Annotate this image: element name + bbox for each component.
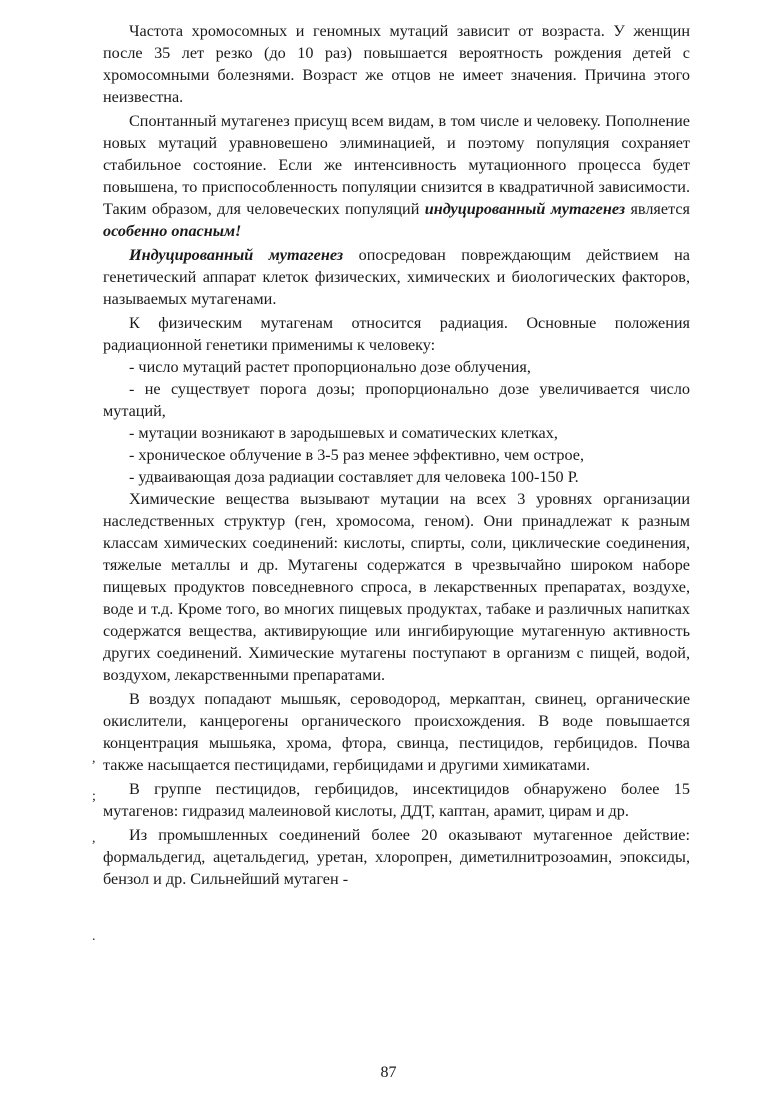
emphasis-induced-mutagenesis: индуцированный мутагенез	[424, 200, 626, 218]
paragraph-spontaneous-mutagenesis	[103, 110, 690, 242]
list-item: - не существует порога дозы; пропорционально дозе увеличивается число мутаций,	[103, 380, 690, 420]
paragraph-age-mutations: Частота хромосомных и геномных мутаций зависит от возраста. У женщин после 35 лет резко (до 10 раз) повышается вероятность рождения детей с хромосомными болезнями. Возраст же отцов не имеет значения. Причина этого неизвестна.	[103, 22, 690, 106]
paragraph-text: опосредован повреждающим действием на генетический аппарат клеток физических, химических и биологических факторов, называемых мутагенами.	[103, 246, 690, 308]
paragraph-chemical-mutagens: Химические вещества вызывают мутации на всех 3 уровнях организации наследственных структур (ген, хромосома, геном). Они принадлежат к разным классам химических соединений: кислоты, спирты, соли, циклические соединения, тяжелые металлы и др. Мутагены содержатся в чрезвычайно широком наборе пищевых продуктов повседневного спроса, в лекарственных препаратах, воздухе, воде и т.д. Кроме того, во многих пищевых продуктах, табаке и различных напитках содержатся вещества, активирующие или ингибирующие мутагенную активность других соединений. Химические мутагены поступают в организм с пищей, водой, воздухом, лекарственными препаратами.	[103, 490, 690, 684]
page-body	[103, 20, 690, 890]
scan-mark: .	[92, 929, 96, 944]
paragraph-pesticides: В группе пестицидов, гербицидов, инсектицидов обнаружено более 15 мутагенов: гидразид малеиновой кислоты, ДДТ, каптан, арамит, цирам и др.	[103, 780, 690, 820]
paragraph-industrial-compounds: Из промышленных соединений более 20 оказывают мутагенное действие: формальдегид, ацетальдегид, уретан, хлоропрен, диметилнитрозоамин, эпоксиды, бензол и др. Сильнейший мутаген -	[103, 826, 690, 888]
paragraph-air-water-soil: В воздух попадают мышьяк, сероводород, меркаптан, свинец, органические окислители, канцерогены органического происхождения. В воде повышается концентрация мышьяка, хрома, фтора, свинца, пестицидов, гербицидов. Почва также насыщается пестицидами, гербицидами и другими химикатами.	[103, 690, 690, 774]
emphasis-especially-dangerous: особенно опасным!	[103, 222, 242, 240]
paragraph-text: Спонтанный мутагенез присущ всем видам, в том числе и человеку. Пополнение новых мутаций уравновешено элиминацией, и поэтому популяция сохраняет стабильное состояние. Если же интенсивность мутационного процесса будет повышена, то приспособленность популяции снизится в квадратичной зависимости. Таким образом, для человеческих популяций	[103, 112, 690, 218]
list-item: - удваивающая доза радиации составляет для человека 100-150 Р.	[129, 468, 579, 486]
page-number: 87	[380, 1064, 397, 1081]
scan-mark: ;	[92, 789, 96, 804]
scan-mark: ,	[92, 751, 96, 766]
list-item: - хроническое облучение в 3-5 раз менее эффективно, чем острое,	[129, 446, 585, 464]
list-item: - число мутаций растет пропорционально дозе облучения,	[129, 358, 531, 376]
emphasis-induced-mutagenesis: Индуцированный мутагенез	[129, 246, 344, 264]
list-item: - мутации возникают в зародышевых и соматических клетках,	[129, 424, 558, 442]
paragraph-physical-mutagens: К физическим мутагенам относится радиация. Основные положения радиационной генетики применимы к человеку:	[103, 314, 690, 354]
scan-mark: ,	[92, 831, 96, 846]
paragraph-text: является	[625, 200, 690, 218]
paragraph-induced-mutagenesis	[103, 244, 690, 310]
